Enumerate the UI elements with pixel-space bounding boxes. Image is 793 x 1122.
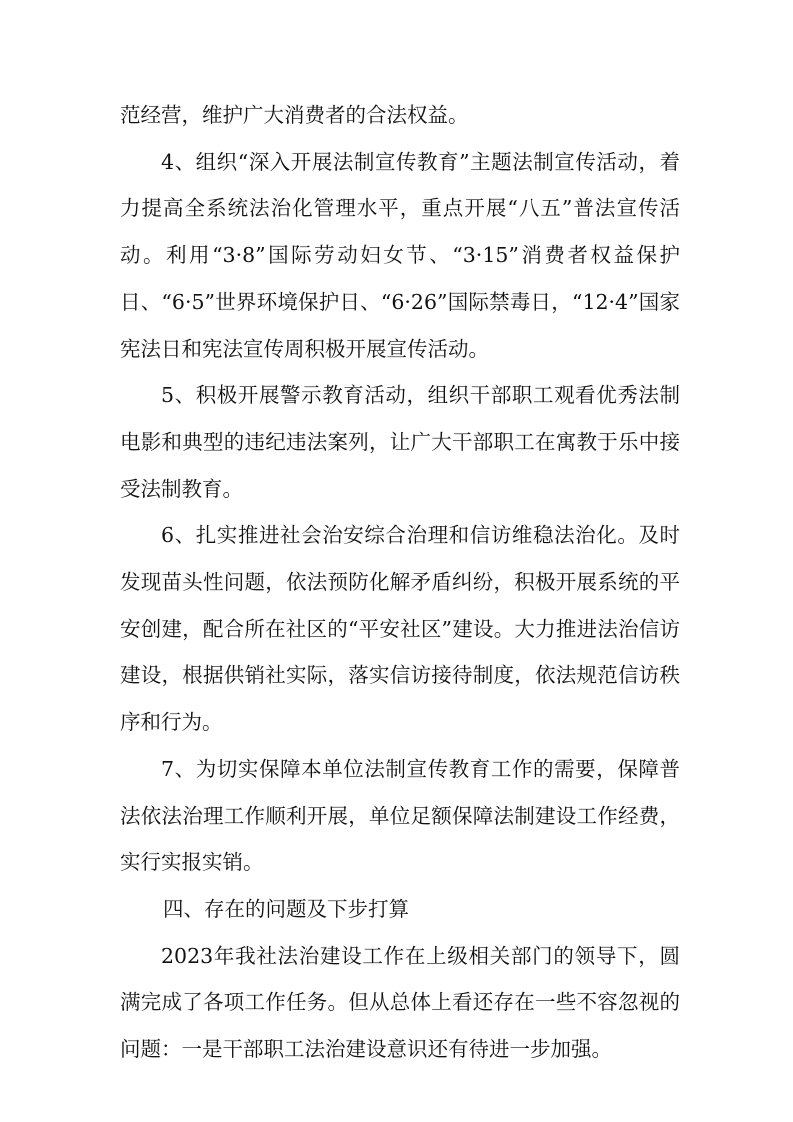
- section-heading: 四、存在的问题及下步打算: [163, 896, 409, 921]
- paragraph-summary: 2023年我社法治建设工作在上级相关部门的领导下，圆满完成了各项工作任务。但从总体上看还存在一些不容忽视的问题：一是干部职工法治建设意识还有待进一步加强。: [120, 943, 680, 1062]
- document-body: [120, 92, 680, 1073]
- paragraph-item-6: 6、扎实推进社会治安综合治理和信访维稳法治化。及时发现苗头性问题，依法预防化解矛盾纠纷，积极开展系统的平安创建，配合所在社区的“平安社区”建设。大力推进法治信访建设，根据供销社实际，落实信访接待制度，依法规范信访秩序和行为。: [120, 523, 680, 735]
- paragraph-item-7: 7、为切实保障本单位法制宣传教育工作的需要，保障普法依法治理工作顺利开展，单位足额保障法制建设工作经费，实行实报实销。: [120, 756, 680, 875]
- paragraph-item-5: 5、积极开展警示教育活动，组织干部职工观看优秀法制电影和典型的违纪违法案列，让广大干部职工在寓教于乐中接受法制教育。: [120, 383, 680, 501]
- paragraph-continuation: 范经营，维护广大消费者的合法权益。: [120, 103, 469, 127]
- paragraph-item-4: 4、组织“深入开展法制宣传教育”主题法制宣传活动，着力提高全系统法治化管理水平，重点开展“八五”普法宣传活动。利用“3·8”国际劳动妇女节、“3·15”消费者权益保护日、“6·5”世界环境保护日、“6·26”国际禁毒日，“12·4”国家宪法日和宪法宣传周积极开展宣传活动。: [120, 149, 680, 361]
